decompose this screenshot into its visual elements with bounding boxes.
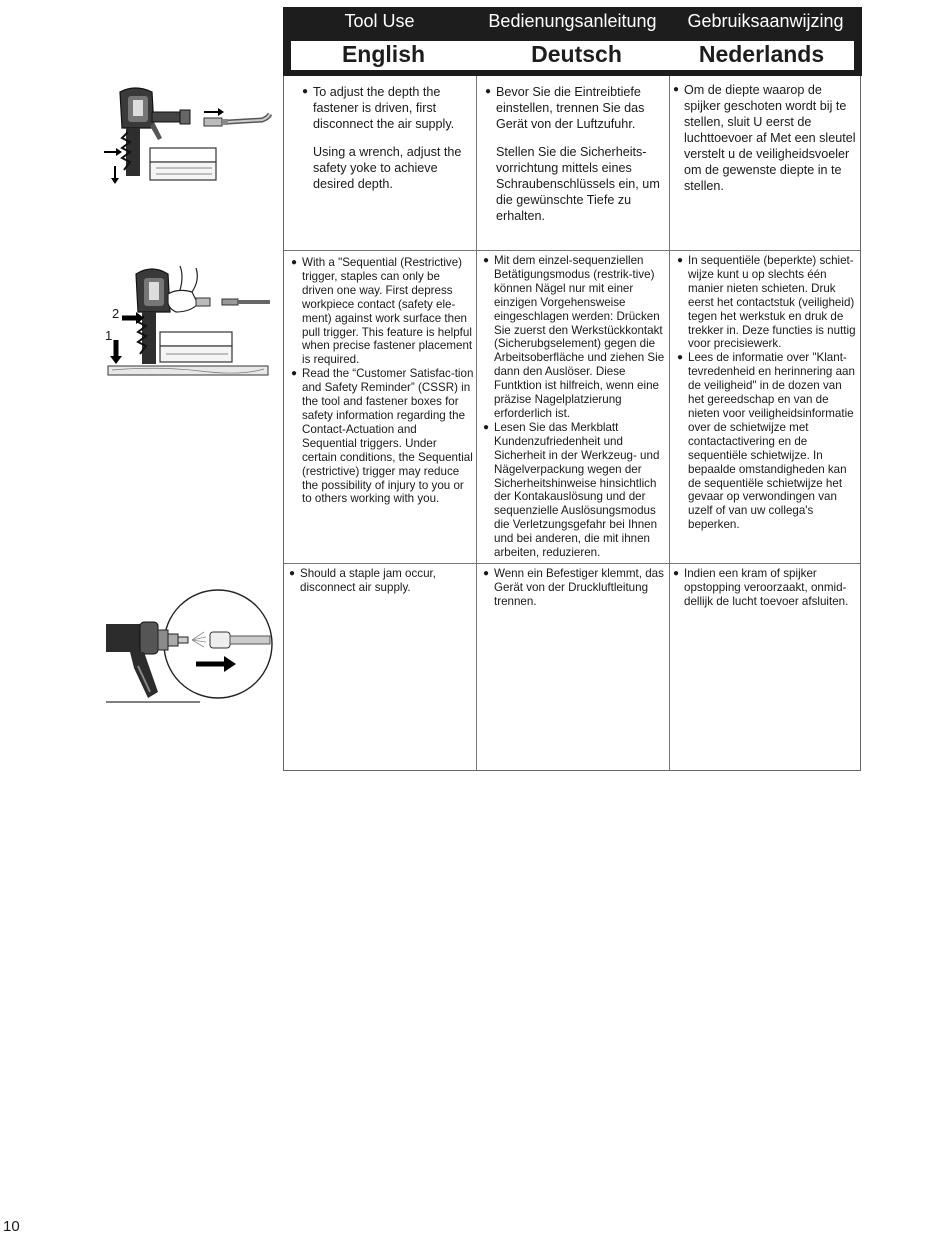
bullet-icon: ● [483, 255, 490, 266]
bullet-icon: ● [677, 352, 684, 364]
language-nederlands: Nederlands [698, 41, 825, 67]
bullet-icon: ● [485, 86, 492, 97]
row3-deutsch: ● Wenn ein Befestiger klemmt, das Gerät von der Druckluftleitung trennen. [483, 567, 664, 608]
bullet-icon: ● [289, 568, 296, 579]
header-bedienungsanleitung: Bedienungsanleitung [488, 11, 657, 31]
row-divider [284, 563, 860, 564]
bullet-icon: ● [483, 421, 490, 433]
page-number: 10 [3, 1218, 20, 1235]
row-divider [284, 250, 860, 251]
step-label-1: 1 [105, 328, 113, 343]
instruction-table [283, 76, 861, 771]
language-deutsch: Deutsch [531, 41, 622, 67]
row2-english: ● With a "Sequential (Restrictive) trigger, staples can only be driven one way. First depress workpiece contact (safety ele-ment) against work surface then pull trigger. This feature is helpful when precise fastener placement is required. ● Read the “Customer Satisfac-tion and Safety Reminder” (CSSR) in the tool and fastener boxes for safety information regarding the Contact-Actuation and Sequential triggers. Under certain conditions, the Sequential (restrictive) trigger may reduce the possibility of injury to you or to others working with you. [291, 256, 474, 506]
column-divider [669, 76, 670, 770]
language-english: English [341, 41, 426, 67]
sequential-trigger-illustration [100, 262, 275, 377]
bullet-icon: ● [483, 568, 490, 579]
bullet-icon: ● [291, 257, 298, 268]
bullet-icon: ● [673, 84, 680, 95]
header-tool-use: Tool Use [344, 11, 415, 31]
step-label-2: 2 [112, 306, 120, 321]
row3-english: ● Should a staple jam occur, disconnect air supply. [289, 567, 436, 594]
row3-nederlands: ● Indien een kram of spijker opstopping veroorzaakt, onmid-dellijk de lucht toevoer afsluiten. [673, 567, 849, 608]
disconnect-air-supply-illustration [100, 588, 278, 706]
bullet-icon: ● [291, 368, 298, 380]
nailer-depth-adjust-illustration [100, 82, 275, 192]
column-divider [476, 76, 477, 770]
row2-nederlands: ● In sequentiële (beperkte) schiet-wijze kunt u op slechts één manier nieten schieten. Druk eerst het contactstuk (veiligheid) tegen het werkstuk en druk de trekker in. Deze functies is nuttig voor precisiewerk. ● Lees de informatie over "Klant-tevredenheid en herinnering aan de veiligheid" in de dozen van het gereedschap en van de nieten voor veiligheidsinformatie over de schietwijze met contactactivering en de sequentiële schietwijze. In bepaalde omstandigheden kan de sequentiële schietwijze het gevaar op verwondingen van uzelf of van uw collega's beperken. [677, 254, 856, 532]
bullet-icon: ● [673, 568, 680, 579]
row1-deutsch: ● Bevor Sie die Eintreibtiefe einstellen, trennen Sie das Gerät von der Luftzufuhr. Stellen Sie die Sicherheits-vorrichtung mittels eines Schraubenschlüssels ein, um die gewünschte Tiefe zu erhalten. [485, 85, 660, 223]
table-header [283, 7, 862, 76]
bullet-icon: ● [302, 86, 309, 97]
bullet-icon: ● [677, 255, 684, 266]
row1-nederlands: ● Om de diepte waarop de spijker geschoten wordt bij te stellen, sluit U eerst de luchttoevoer af Met een sleutel verstelt u de veiligheidsvoeler om de gewenste diepte in te stellen. [673, 83, 856, 193]
header-gebruiksaanwijzing: Gebruiksaanwijzing [687, 11, 844, 31]
row1-english: ● To adjust the depth the fastener is driven, first disconnect the air supply. Using a wrench, adjust the safety yoke to achieve desired depth. [302, 85, 462, 191]
row2-deutsch: ● Mit dem einzel-sequenziellen Betätigungsmodus (restrik-tive) können Nägel nur mit einer einzigen Vorgehensweise eingeschlagen werden: Drücken Sie zuerst den Werkstückkontakt (Sicherubgselement) gegen die Arbeitsoberfläche und ziehen Sie dann den Auslöser. Diese Funtktion ist hilfreich, wenn eine präzise Nagelplatzierung erforderlich ist. ● Lesen Sie das Merkblatt Kundenzufriedenheit und Sicherheit in der Werkzeug- und Nägelverpackung wegen der Sicherheitshinweise hinsichtlich der Kontakauslösung und der sequenzielle Auslösungsmodus die Verletzungsgefahr bei Ihnen und bei anderen, die mit ihnen arbeiten, reduzieren. [483, 254, 665, 560]
